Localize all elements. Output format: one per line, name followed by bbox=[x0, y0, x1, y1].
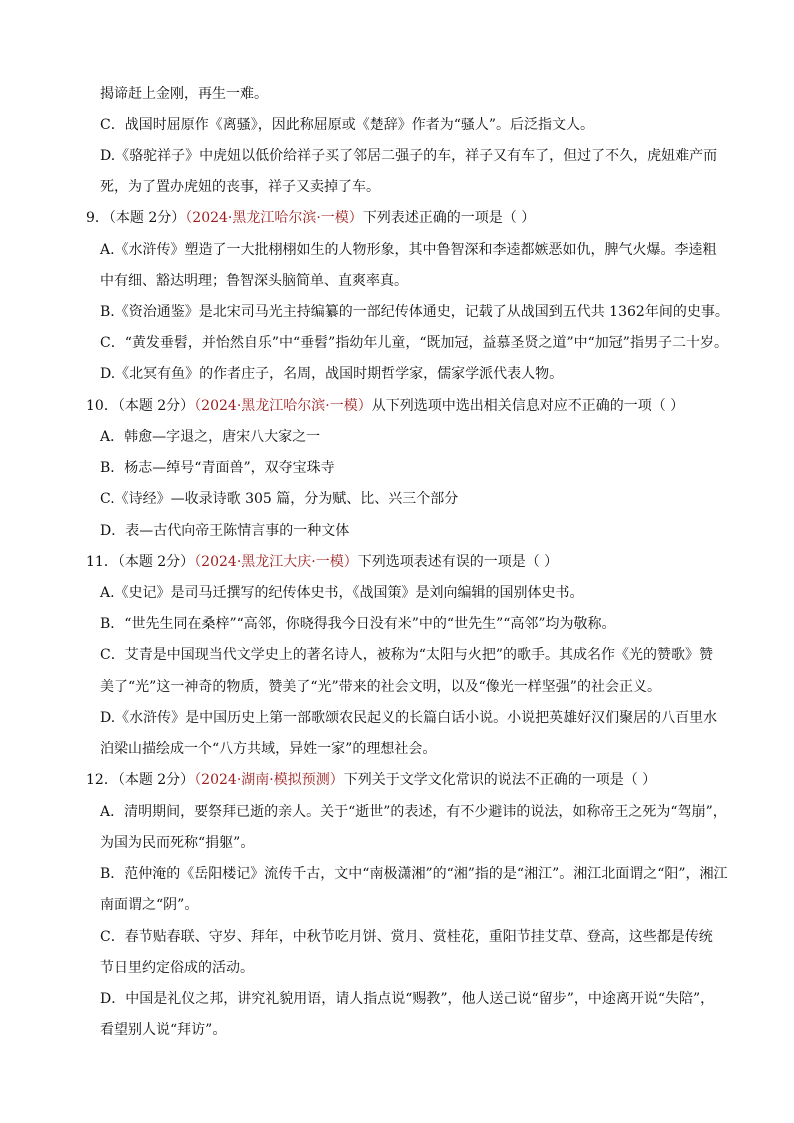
question-source-tag: （2024·湖南·模拟预测） bbox=[194, 772, 344, 788]
q12-option-a-line1: A．清明期间，要祭拜已逝的亲人。关于“逝世”的表述，有不少避讳的说法，如称帝王之死为“驾崩”， bbox=[100, 804, 727, 820]
q9-option-b: B.《资治通鉴》是北宋司马光主持编纂的一部纪传体通史，记载了从战国到五代共 1362年间的史事。 bbox=[100, 304, 729, 320]
q8-option-b-tail: 揭谛赶上金刚，再生一难。 bbox=[100, 86, 268, 102]
q12-option-d-line1: D．中国是礼仪之邦，讲究礼貌用语，请人指点说“赐教”，他人送己说“留步”，中途离开说“失陪”， bbox=[100, 991, 715, 1007]
q10-option-b: B．杨志—绰号“青面兽”，双夺宝珠寺 bbox=[100, 460, 335, 476]
question-12-stem bbox=[86, 770, 656, 790]
question-source-tag: （2024·黑龙江大庆·一模） bbox=[194, 554, 358, 570]
question-number: 12． bbox=[86, 772, 118, 788]
question-text: 下列选项表述有误的一项是（ ） bbox=[357, 554, 559, 570]
q10-option-a: A．韩愈—字退之，唐宋八大家之一 bbox=[100, 429, 321, 445]
question-source-tag: （2024·黑龙江哈尔滨·一模） bbox=[194, 398, 372, 414]
q12-option-d-line2: 看望别人说“拜访”。 bbox=[100, 1022, 227, 1038]
question-text: 下列关于文学文化常识的说法不正确的一项是（ ） bbox=[343, 772, 657, 788]
question-number: 11． bbox=[86, 554, 118, 570]
q12-option-c-line1: C．春节贴春联、守岁、拜年，中秋节吃月饼、赏月、赏桂花，重阳节挂艾草、登高，这些都是传统 bbox=[100, 929, 713, 945]
q11-option-a: A.《史记》是司马迁撰写的纪传体史书，《战国策》是刘向编辑的国别体史书。 bbox=[100, 585, 584, 601]
q10-option-d: D．表—古代向帝王陈情言事的一种文体 bbox=[100, 523, 350, 539]
q11-option-b: B．“世先生同在桑梓”“高邻，你晓得我今日没有米”中的“世先生”“高邻”均为敬称。 bbox=[100, 616, 616, 632]
q12-option-a-line2: 为国为民而死称“捐躯”。 bbox=[100, 835, 255, 851]
question-number: 9． bbox=[86, 210, 109, 226]
q8-option-d-line2: 死，为了置办虎妞的丧事，祥子又卖掉了车。 bbox=[100, 179, 380, 195]
question-text: 从下列选项中选出相关信息对应不正确的一项（ ） bbox=[371, 398, 685, 414]
q11-option-d-line2: 泊梁山描绘成一个“八方共域，异姓一家”的理想社会。 bbox=[100, 741, 437, 757]
question-text: 下列表述正确的一项是（ ） bbox=[362, 210, 536, 226]
question-points: （本题 2分） bbox=[108, 210, 186, 226]
q9-option-a-line1: A.《水浒传》塑造了一大批栩栩如生的人物形象，其中鲁智深和李逵都嫉恶如仇，脾气火爆。李逵粗 bbox=[100, 242, 717, 258]
question-source-tag: （2024·黑龙江哈尔滨·一模） bbox=[185, 210, 363, 226]
q11-option-c-line2: 美了“光”这一神奇的物质，赞美了“光”带来的社会文明，以及“像光一样坚强”的社会正义。 bbox=[100, 679, 661, 695]
question-9-stem bbox=[86, 208, 535, 228]
q12-option-b-line2: 南面谓之“阴”。 bbox=[100, 897, 199, 913]
q9-option-a-line2: 中有细、豁达明理；鲁智深头脑简单、直爽率真。 bbox=[100, 273, 408, 289]
q9-option-d: D.《北冥有鱼》的作者庄子，名周，战国时期哲学家，儒家学派代表人物。 bbox=[100, 366, 564, 382]
question-number: 10． bbox=[86, 398, 118, 414]
question-11-stem bbox=[86, 552, 558, 572]
question-points: （本题 2分） bbox=[117, 772, 195, 788]
q10-option-c: C.《诗经》—收录诗歌 305 篇，分为赋、比、兴三个部分 bbox=[100, 491, 459, 507]
question-10-stem bbox=[86, 396, 684, 416]
q12-option-b-line1: B．范仲淹的《岳阳楼记》流传千古，文中“南极潇湘”的“湘”指的是“湘江”。湘江北面谓之“阳”，湘江 bbox=[100, 866, 728, 882]
q8-option-d-line1: D.《骆驼祥子》中虎妞以低价给祥子买了邻居二强子的车，祥子又有车了，但过了不久，虎妞难产而 bbox=[100, 148, 718, 164]
question-points: （本题 2分） bbox=[117, 554, 195, 570]
q12-option-c-line2: 节日里约定俗成的活动。 bbox=[100, 960, 254, 976]
q8-option-c: C．战国时屈原作《离骚》，因此称屈原或《楚辞》作者为“骚人”。后泛指文人。 bbox=[100, 117, 595, 133]
question-points: （本题 2分） bbox=[117, 398, 195, 414]
q11-option-d-line1: D.《水浒传》是中国历史上第一部歌颂农民起义的长篇白话小说。小说把英雄好汉们聚居的八百里水 bbox=[100, 710, 718, 726]
q11-option-c-line1: C．艾青是中国现当代文学史上的著名诗人，被称为“太阳与火把”的歌手。其成名作《光的赞歌》赞 bbox=[100, 647, 714, 663]
q9-option-c: C．“黄发垂髫，并怡然自乐”中“垂髫”指幼年儿童，“既加冠，益慕圣贤之道”中“加冠”指男子二十岁。 bbox=[100, 335, 728, 351]
